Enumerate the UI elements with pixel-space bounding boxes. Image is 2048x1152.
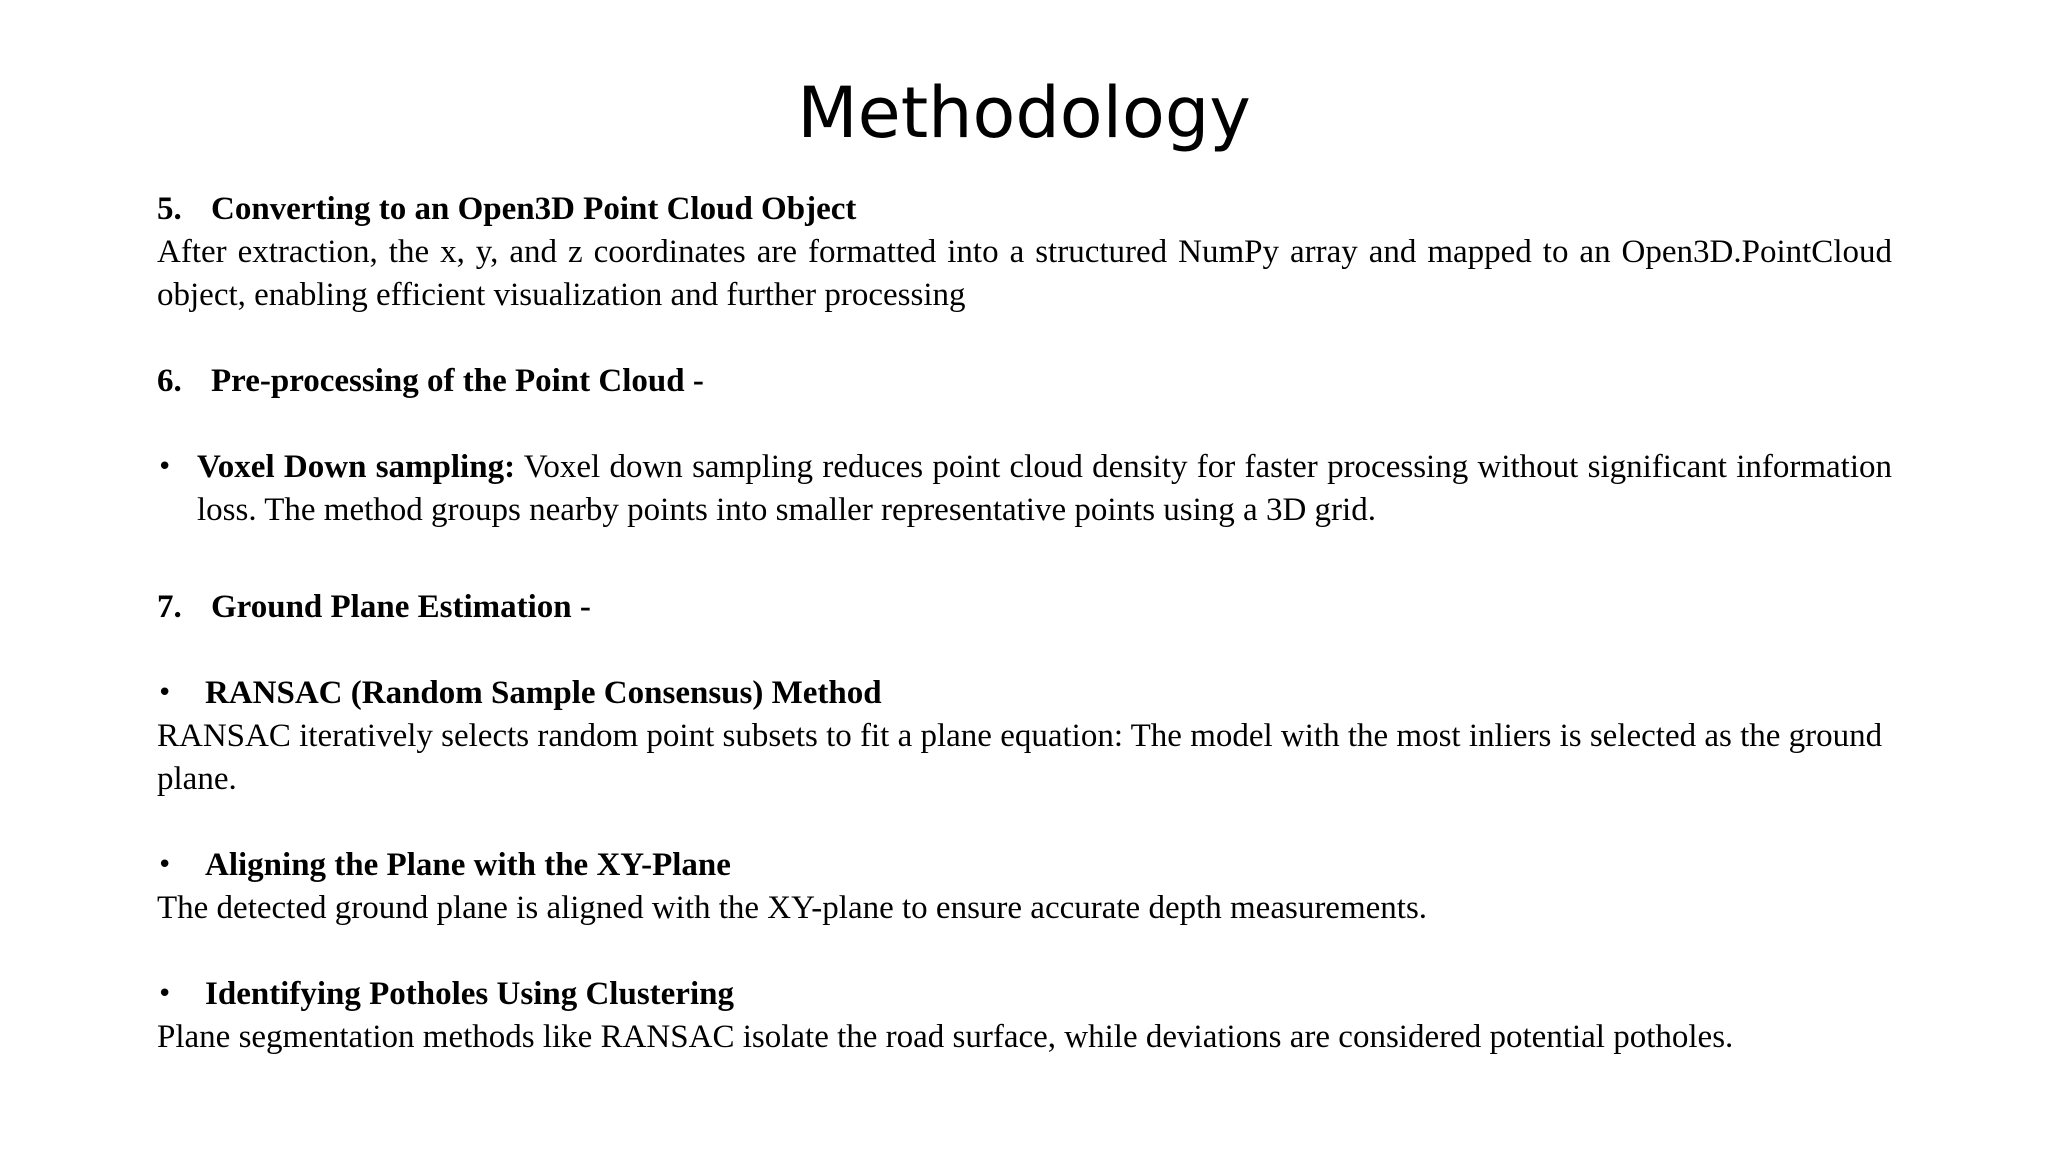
section-5-number: 5. <box>157 191 182 227</box>
potholes-heading <box>157 973 1892 1016</box>
slide-title: Methodology <box>797 72 1251 154</box>
bullet-icon: • <box>157 678 173 708</box>
section-7-heading <box>157 586 1892 629</box>
align-text: The detected ground plane is aligned with the XY-plane to ensure accurate depth measurements. <box>157 890 1428 926</box>
bullet-icon: • <box>157 979 173 1009</box>
spacer <box>157 801 1892 844</box>
align-heading <box>157 844 1892 887</box>
spacer <box>157 317 1892 360</box>
section-5-title: Converting to an Open3D Point Cloud Object <box>211 191 857 227</box>
section-7-title: Ground Plane Estimation - <box>211 589 591 625</box>
align-title: Aligning the Plane with the XY-Plane <box>205 847 731 883</box>
spacer <box>157 532 1892 586</box>
section-6-title: Pre-processing of the Point Cloud - <box>211 363 704 399</box>
bullet-icon: • <box>157 452 173 482</box>
voxel-text: Voxel down sampling reduces point cloud density for faster processing without significant information loss. The method groups nearby points into smaller representative points using a 3D grid. <box>197 449 1892 528</box>
bullet-icon: • <box>157 850 173 880</box>
ransac-text: RANSAC iteratively selects random point subsets to fit a plane equation: The model with the most inliers is selected as the ground plane. <box>157 718 1883 797</box>
spacer <box>157 403 1892 446</box>
section-7-number: 7. <box>157 589 182 625</box>
section-6-heading <box>157 360 1892 403</box>
section-6-number: 6. <box>157 363 182 399</box>
section-5-heading <box>157 188 1892 231</box>
spacer <box>157 930 1892 973</box>
slide-content <box>157 188 1892 1059</box>
voxel-bullet <box>157 446 1892 532</box>
spacer <box>157 629 1892 672</box>
voxel-term: Voxel Down sampling: <box>197 449 516 485</box>
potholes-title: Identifying Potholes Using Clustering <box>205 976 734 1012</box>
section-5-body: After extraction, the x, y, and z coordinates are formatted into a structured NumPy array and mapped to an Open3D.PointCloud object, enabling efficient visualization and further processing <box>157 234 1892 313</box>
ransac-heading <box>157 672 1892 715</box>
potholes-text: Plane segmentation methods like RANSAC isolate the road surface, while deviations are considered potential potholes. <box>157 1019 1734 1055</box>
ransac-title: RANSAC (Random Sample Consensus) Method <box>205 675 882 711</box>
